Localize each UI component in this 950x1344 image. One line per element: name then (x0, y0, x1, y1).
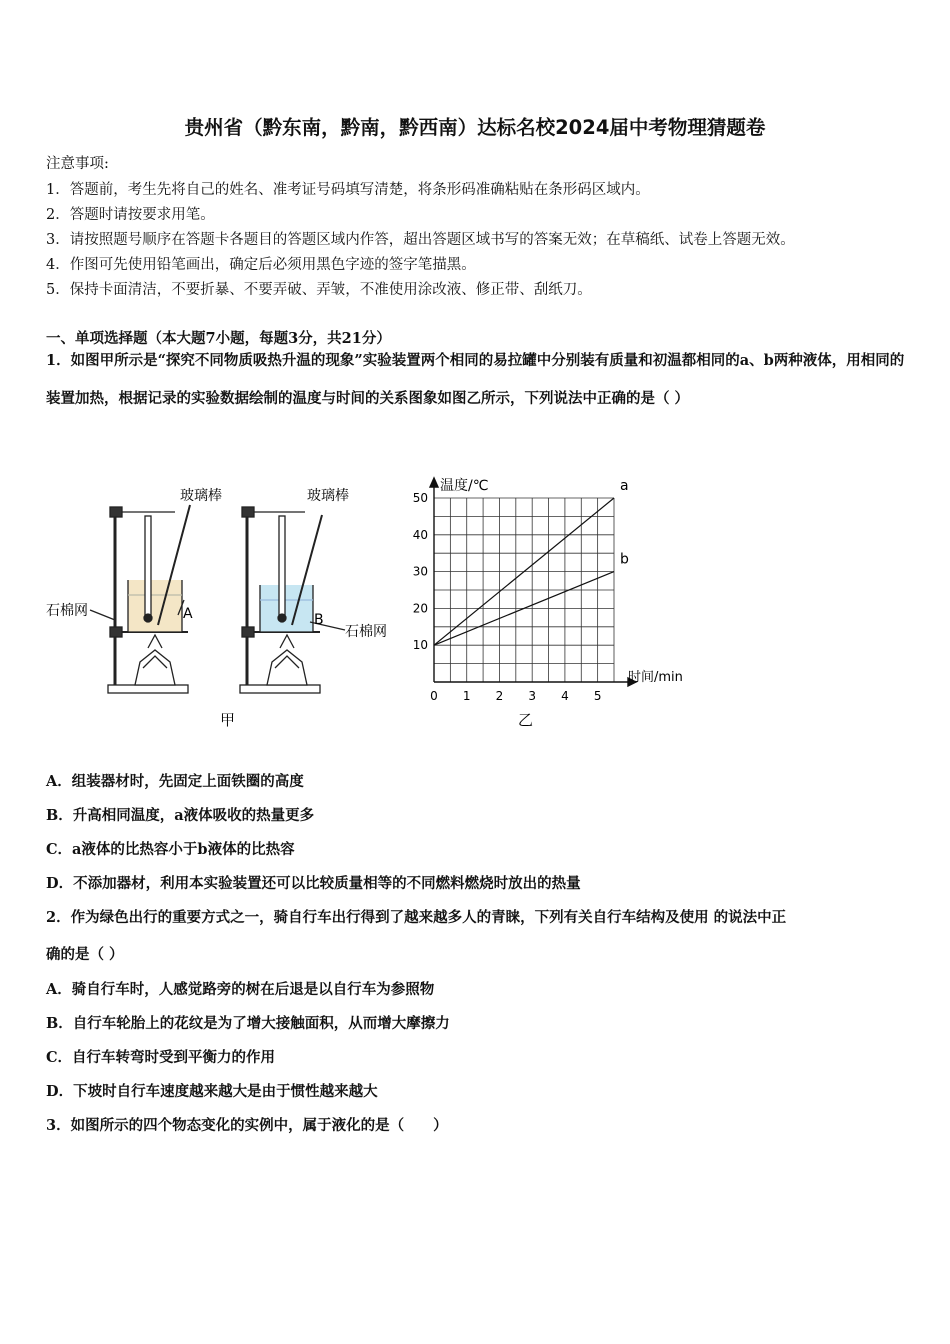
section-heading: 一、单项选择题（本大题7小题，每题3分，共21分） (46, 330, 391, 347)
chart-x-tick-label: 0 (430, 689, 438, 703)
q1-option-d: D．不添加器材，利用本实验装置还可以比较质量相等的不同燃料燃烧时放出的热量 (46, 875, 581, 892)
chart-y-tick-label: 50 (412, 491, 428, 505)
chart-x-tick-label: 5 (593, 689, 602, 703)
notice-heading: 注意事项: (46, 156, 109, 172)
exam-title: 贵州省（黔东南，黔南，黔西南）达标名校2024届中考物理猜题卷 (184, 116, 766, 139)
chart-x-tick-label: 2 (495, 689, 504, 703)
chart-x-axis-label: 时间/min (628, 670, 683, 685)
q2-option-d: D．下坡时自行车速度越来越大是由于惯性越来越大 (46, 1083, 378, 1100)
figure-yi-chart (400, 470, 720, 735)
question-3-stem: 3．如图所示的四个物态变化的实例中，属于液化的是（ ） (46, 1117, 448, 1134)
asbestos-label-left: 石棉网 (46, 603, 88, 619)
q1-option-a: A．组装器材时，先固定上面铁圈的高度 (46, 773, 304, 790)
chart-x-tick-label: 4 (561, 689, 569, 703)
q2-option-b: B．自行车轮胎上的花纹是为了增大接触面积，从而增大摩擦力 (46, 1015, 450, 1032)
q1-option-c: C．a液体的比热容小于b液体的比热容 (46, 841, 295, 858)
chart-y-axis-label: 温度/℃ (440, 478, 489, 494)
chart-y-tick-label: 30 (412, 564, 428, 579)
chart-y-tick-label: 20 (412, 601, 428, 616)
q1-option-b: B．升高相同温度，a液体吸收的热量更多 (46, 807, 315, 824)
question-1-stem: 1．如图甲所示是“探究不同物质吸热升温的现象”实验装置两个相同的易拉罐中分别装有质量和初温都相同的a、b两种液体，用相同的装置加热，根据记录的实验数据绘制的温度与时间的关系图象如图乙所示，下列说法中正确的是（ ） (46, 352, 905, 407)
liquid-label-a: A (183, 606, 193, 622)
figure-caption-jia: 甲 (220, 711, 236, 729)
chart-x-tick-label: 3 (528, 689, 537, 703)
liquid-label-b: B (314, 612, 324, 628)
figure-caption-yi: 乙 (518, 711, 534, 729)
figure-jia-apparatus (40, 480, 410, 735)
glass-rod-label-left: 玻璃棒 (180, 488, 222, 504)
chart-x-tick-label: 1 (462, 689, 471, 703)
asbestos-label-right: 石棉网 (345, 624, 387, 640)
notice-item: 3．请按照题号顺序在答题卡各题目的答题区域内作答，超出答题区域书写的答案无效；在草稿纸、试卷上答题无效。 (46, 232, 795, 248)
question-2-stem-cont: 确的是（ ） (46, 946, 124, 963)
notice-item: 1．答题前，考生先将自己的姓名、准考证号码填写清楚，将条形码准确粘贴在条形码区域内。 (46, 182, 650, 198)
chart-series-label-b: b (620, 551, 629, 568)
chart-y-tick-label: 40 (412, 527, 428, 542)
chart-y-axis-arrow (430, 478, 438, 487)
chart-y-tick-label: 10 (412, 638, 428, 653)
notice-item: 4．作图可先使用铅笔画出，确定后必须用黑色字迹的签字笔描黑。 (46, 257, 476, 273)
notice-item: 2．答题时请按要求用笔。 (46, 207, 215, 223)
notice-item: 5．保持卡面清洁，不要折暴、不要弄破、弄皱，不准使用涂改液、修正带、刮纸刀。 (46, 282, 592, 298)
chart-series-label-a: a (620, 478, 629, 494)
glass-rod-label-right: 玻璃棒 (307, 488, 349, 504)
q2-option-c: C．自行车转弯时受到平衡力的作用 (46, 1049, 276, 1066)
question-2-stem: 2．作为绿色出行的重要方式之一，骑自行车出行得到了越来越多人的青睐，下列有关自行车结构及使用 的说法中正 (46, 909, 787, 926)
q2-option-a: A．骑自行车时，人感觉路旁的树在后退是以自行车为参照物 (46, 981, 435, 998)
